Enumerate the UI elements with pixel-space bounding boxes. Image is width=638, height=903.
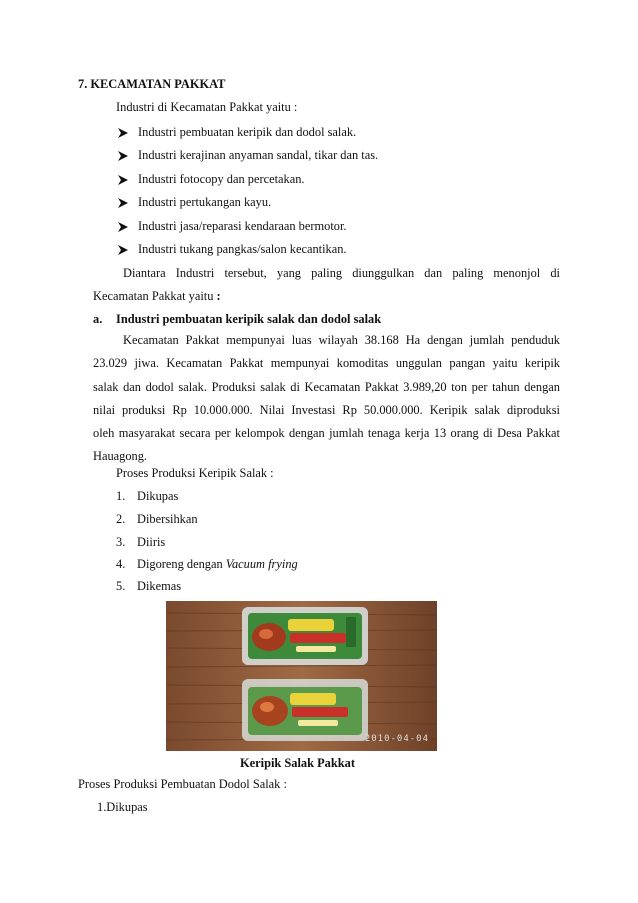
keripik-process-title: Proses Produksi Keripik Salak :	[116, 466, 274, 480]
industry-item: Industri fotocopy dan percetakan.	[138, 172, 305, 186]
highlight-line-end: Kecamatan Pakkat yaitu :	[93, 289, 221, 303]
subsection-marker: a.	[93, 312, 103, 326]
arrow-bullet-icon	[118, 222, 128, 232]
arrow-bullet-icon	[118, 245, 128, 255]
intro-text: Industri di Kecamatan Pakkat yaitu :	[116, 100, 298, 114]
paragraph-line: oleh masyarakat secara per kelompok dengan jumlah tenaga kerja 13 orang di Desa Pakkat	[93, 426, 560, 440]
step-text: Diiris	[137, 535, 166, 549]
industry-item: Industri pembuatan keripik dan dodol salak.	[138, 125, 357, 139]
step-number: 2.	[116, 512, 126, 526]
industry-item: Industri kerajinan anyaman sandal, tikar dan tas.	[138, 148, 379, 162]
step-number: 5.	[116, 579, 126, 593]
step-text: Dikupas	[137, 489, 179, 503]
paragraph-line: nilai produksi Rp 10.000.000. Nilai Investasi Rp 50.000.000. Keripik salak diproduksi	[93, 403, 560, 417]
industry-item: Industri pertukangan kayu.	[138, 195, 272, 209]
keripik-package-image	[166, 601, 437, 751]
paragraph-line: 23.029 jiwa. Kecamatan Pakkat mempunyai komoditas unggulan pangan yaitu keripik	[93, 356, 560, 370]
industry-item: Industri tukang pangkas/salon kecantikan.	[138, 242, 347, 256]
photo-caption: Keripik Salak Pakkat	[240, 756, 355, 770]
dodol-step: 1.Dikupas	[97, 800, 148, 814]
step-number: 1.	[116, 489, 126, 503]
step-text: Dibersihkan	[137, 512, 198, 526]
highlight-line: Diantara Industri tersebut, yang paling diunggulkan dan paling menonjol di	[123, 266, 560, 280]
arrow-bullet-icon	[118, 128, 128, 138]
dodol-process-title: Proses Produksi Pembuatan Dodol Salak :	[78, 777, 287, 791]
arrow-bullet-icon	[118, 198, 128, 208]
step-text: Dikemas	[137, 579, 182, 593]
arrow-bullet-icon	[118, 175, 128, 185]
step-text: Digoreng dengan Vacuum frying	[137, 557, 298, 571]
step-number: 3.	[116, 535, 126, 549]
paragraph-line: Hauagong.	[93, 449, 148, 463]
subsection-title: Industri pembuatan keripik salak dan dodol salak	[116, 312, 382, 326]
product-photo	[166, 601, 437, 751]
step-number: 4.	[116, 557, 126, 571]
arrow-bullet-icon	[118, 151, 128, 161]
section-heading: 7. KECAMATAN PAKKAT	[78, 77, 226, 91]
photo-date-stamp: 2010-04-04	[364, 734, 429, 745]
industry-item: Industri jasa/reparasi kendaraan bermotor.	[138, 219, 347, 233]
paragraph-line: salak dan dodol salak. Produksi salak di Kecamatan Pakkat 3.989,20 ton per tahun dengan	[93, 380, 560, 394]
paragraph-line: Kecamatan Pakkat mempunyai luas wilayah 38.168 Ha dengan jumlah penduduk	[123, 333, 560, 347]
